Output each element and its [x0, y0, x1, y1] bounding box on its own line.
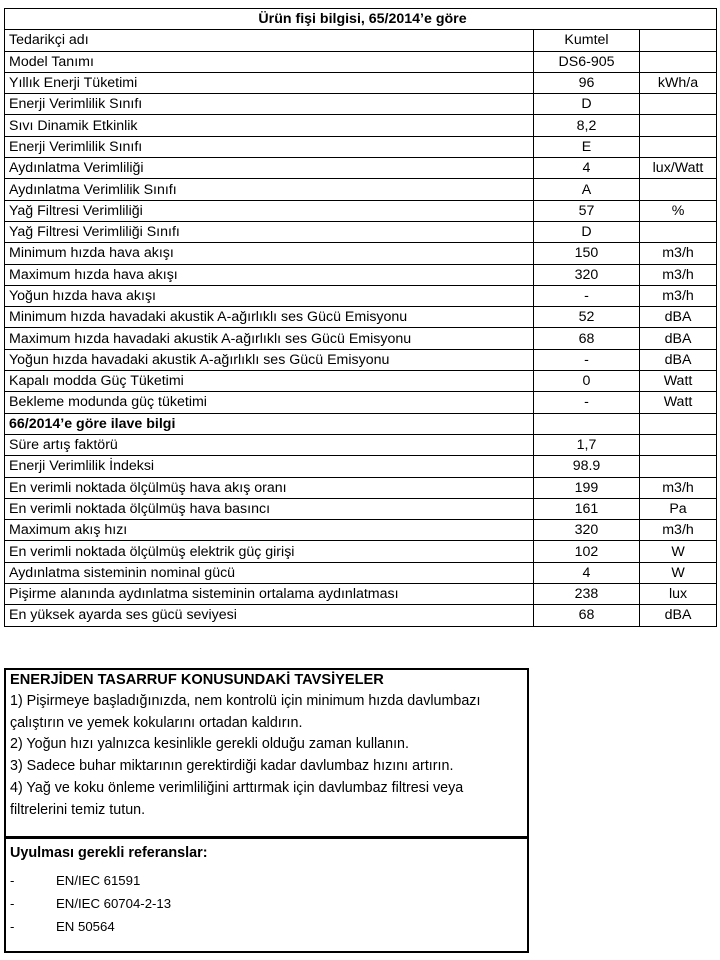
row-label: Bekleme modunda güç tüketimi	[5, 392, 534, 413]
row-value: -	[534, 392, 640, 413]
tip-line: filtrelerini temiz tutun.	[10, 801, 146, 818]
row-value: 4	[534, 158, 640, 179]
row-value: 199	[534, 477, 640, 498]
spec-row	[5, 584, 717, 605]
row-label: Maximum hızda hava akışı	[5, 264, 534, 285]
row-value: 150	[534, 243, 640, 264]
row-value: E	[534, 136, 640, 157]
spec-row	[5, 434, 717, 455]
energy-saving-tips	[4, 668, 529, 838]
row-label: Model Tanımı	[5, 51, 534, 72]
row-label: En verimli noktada ölçülmüş elektrik güç girişi	[5, 541, 534, 562]
spec-row	[5, 115, 717, 136]
row-unit: Pa	[640, 498, 717, 519]
section-row	[5, 413, 717, 434]
reference-item	[8, 892, 527, 915]
row-label: Enerji Verimlilik İndeksi	[5, 456, 534, 477]
spec-row	[5, 541, 717, 562]
row-value: 4	[534, 562, 640, 583]
row-label: Yıllık Enerji Tüketimi	[5, 72, 534, 93]
row-unit: lux/Watt	[640, 158, 717, 179]
row-label: Kapalı modda Güç Tüketimi	[5, 371, 534, 392]
row-unit: Watt	[640, 371, 717, 392]
row-label: Yağ Filtresi Verimliliği	[5, 200, 534, 221]
spec-row	[5, 498, 717, 519]
spec-row	[5, 477, 717, 498]
row-label: En verimli noktada ölçülmüş hava akış oranı	[5, 477, 534, 498]
row-value: 68	[534, 328, 640, 349]
spec-row	[5, 605, 717, 626]
spec-row	[5, 51, 717, 72]
row-value: 52	[534, 307, 640, 328]
spec-row	[5, 562, 717, 583]
row-value: 161	[534, 498, 640, 519]
row-label: Pişirme alanında aydınlatma sisteminin ortalama aydınlatması	[5, 584, 534, 605]
spec-row	[5, 72, 717, 93]
row-unit	[640, 221, 717, 242]
row-label: Minimum hızda hava akışı	[5, 243, 534, 264]
row-label: Yağ Filtresi Verimliliği Sınıfı	[5, 221, 534, 242]
row-unit: m3/h	[640, 285, 717, 306]
spec-row	[5, 221, 717, 242]
spec-row	[5, 307, 717, 328]
row-value: Kumtel	[534, 30, 640, 51]
references-title: Uyulması gerekli referanslar:	[10, 845, 208, 861]
tip-line: çalıştırın ve yemek kokularını ortadan kaldırın.	[10, 714, 303, 731]
row-value: 238	[534, 584, 640, 605]
row-unit: kWh/a	[640, 72, 717, 93]
tips-lines	[10, 691, 523, 821]
row-value: 102	[534, 541, 640, 562]
spec-row	[5, 200, 717, 221]
row-label: Aydınlatma Verimlilik Sınıfı	[5, 179, 534, 200]
row-label: Süre artış faktörü	[5, 434, 534, 455]
row-label: Yoğun hızda havadaki akustik A-ağırlıklı ses Gücü Emisyonu	[5, 349, 534, 370]
spec-row	[5, 30, 717, 51]
row-value: 57	[534, 200, 640, 221]
spec-row	[5, 328, 717, 349]
row-label: En verimli noktada ölçülmüş hava basıncı	[5, 498, 534, 519]
row-value: D	[534, 221, 640, 242]
row-value: 8,2	[534, 115, 640, 136]
row-value: 320	[534, 520, 640, 541]
spec-row	[5, 136, 717, 157]
spec-row	[5, 264, 717, 285]
row-label: Minimum hızda havadaki akustik A-ağırlıklı ses Gücü Emisyonu	[5, 307, 534, 328]
row-unit: W	[640, 562, 717, 583]
row-label: Enerji Verimlilik Sınıfı	[5, 94, 534, 115]
row-unit	[640, 115, 717, 136]
row-unit: W	[640, 541, 717, 562]
row-value: 0	[534, 371, 640, 392]
references-box	[4, 837, 529, 953]
row-label: Maximum hızda havadaki akustik A-ağırlıklı ses Gücü Emisyonu	[5, 328, 534, 349]
row-value: DS6-905	[534, 51, 640, 72]
row-unit: dBA	[640, 307, 717, 328]
spec-row	[5, 285, 717, 306]
spec-row	[5, 392, 717, 413]
tip-line: 3) Sadece buhar miktarının gerektirdiği kadar davlumbaz hızını artırın.	[10, 758, 454, 775]
row-label: En yüksek ayarda ses gücü seviyesi	[5, 605, 534, 626]
row-value: 68	[534, 605, 640, 626]
row-value: 320	[534, 264, 640, 285]
row-label: Sıvı Dinamik Etkinlik	[5, 115, 534, 136]
row-label: Tedarikçi adı	[5, 30, 534, 51]
row-unit: lux	[640, 584, 717, 605]
reference-list	[8, 869, 527, 938]
empty-cell	[640, 413, 717, 434]
row-unit: Watt	[640, 392, 717, 413]
spec-row	[5, 456, 717, 477]
row-value: -	[534, 285, 640, 306]
tip-line: 4) Yağ ve koku önleme verimliliğini arttırmak için davlumbaz filtresi veya	[10, 779, 464, 796]
spec-row	[5, 520, 717, 541]
reference-item	[8, 915, 527, 938]
row-value: 1,7	[534, 434, 640, 455]
reference-dash: -	[10, 919, 15, 934]
row-unit	[640, 456, 717, 477]
row-label: Aydınlatma sisteminin nominal gücü	[5, 562, 534, 583]
row-unit: m3/h	[640, 477, 717, 498]
row-value: 96	[534, 72, 640, 93]
reference-dash: -	[10, 873, 15, 888]
spec-table	[4, 8, 717, 627]
row-unit: m3/h	[640, 520, 717, 541]
reference-text: EN/IEC 61591	[56, 873, 141, 888]
row-value: D	[534, 94, 640, 115]
title-row	[5, 9, 717, 30]
row-unit: %	[640, 200, 717, 221]
row-unit: dBA	[640, 328, 717, 349]
reference-text: EN 50564	[56, 919, 115, 934]
row-unit	[640, 179, 717, 200]
row-value: A	[534, 179, 640, 200]
row-unit	[640, 136, 717, 157]
product-sheet	[4, 8, 716, 627]
spec-row	[5, 349, 717, 370]
row-label: Yoğun hızda hava akışı	[5, 285, 534, 306]
row-unit: m3/h	[640, 243, 717, 264]
row-unit: dBA	[640, 605, 717, 626]
row-unit: m3/h	[640, 264, 717, 285]
empty-cell	[534, 413, 640, 434]
spec-row	[5, 243, 717, 264]
spec-row	[5, 371, 717, 392]
row-unit	[640, 30, 717, 51]
row-label: Maximum akış hızı	[5, 520, 534, 541]
row-value: 98.9	[534, 456, 640, 477]
row-value: -	[534, 349, 640, 370]
row-unit: dBA	[640, 349, 717, 370]
sheet-title: Ürün fişi bilgisi, 65/2014’e göre	[5, 9, 717, 30]
spec-row	[5, 94, 717, 115]
reference-text: EN/IEC 60704-2-13	[56, 896, 172, 911]
reference-dash: -	[10, 896, 15, 911]
row-unit	[640, 434, 717, 455]
spec-row	[5, 179, 717, 200]
spec-row	[5, 158, 717, 179]
section-title: 66/2014’e göre ilave bilgi	[5, 413, 534, 434]
row-unit	[640, 51, 717, 72]
tip-line: 2) Yoğun hızı yalnızca kesinlikle gerekli olduğu zaman kullanın.	[10, 736, 409, 753]
tip-line: 1) Pişirmeye başladığınızda, nem kontrolü için minimum hızda davlumbazı	[10, 693, 481, 709]
tips-title: ENERJİDEN TASARRUF KONUSUNDAKİ TAVSİYELER	[10, 672, 384, 688]
row-label: Enerji Verimlilik Sınıfı	[5, 136, 534, 157]
row-label: Aydınlatma Verimliliği	[5, 158, 534, 179]
reference-item	[8, 869, 527, 892]
row-unit	[640, 94, 717, 115]
